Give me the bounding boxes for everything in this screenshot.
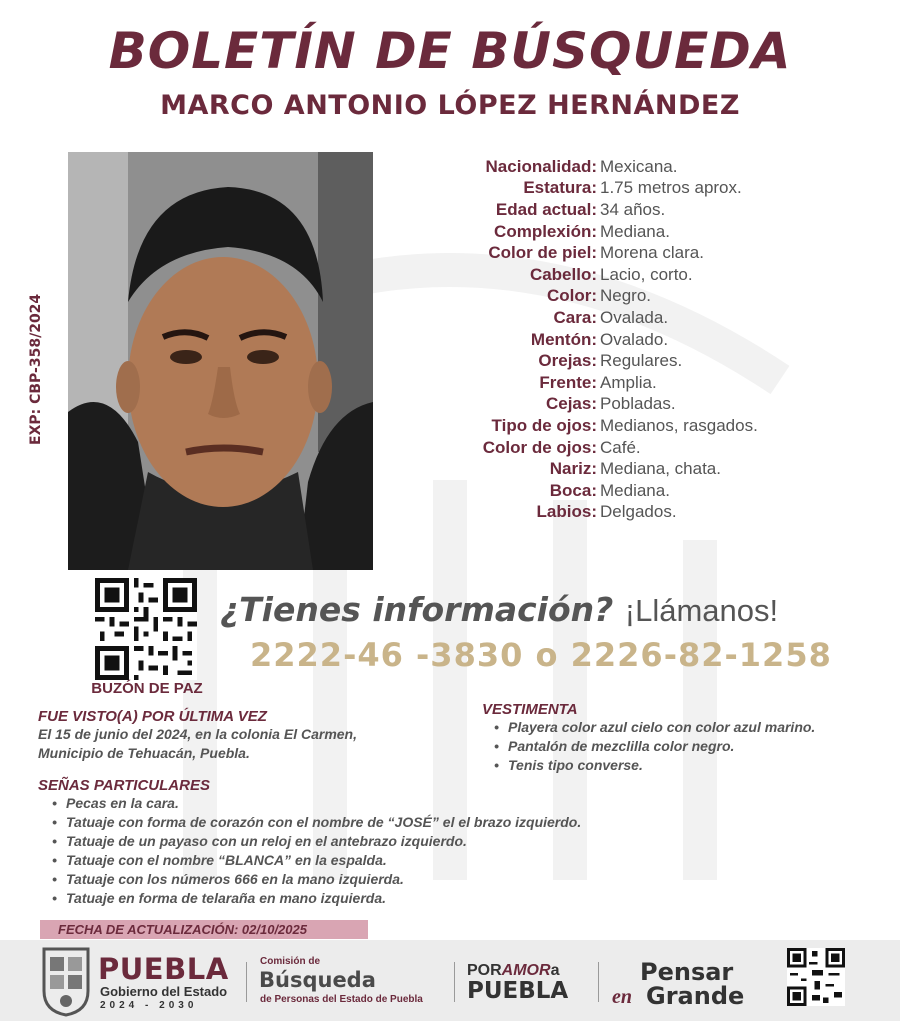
amor-text: AMOR [501, 962, 551, 979]
list-item: • Tatuaje en forma de telaraña en mano izquierda. [66, 889, 738, 908]
update-date: FECHA DE ACTUALIZACIÓN: 02/10/2025 [40, 920, 368, 939]
en-text: en [612, 986, 632, 1008]
attribute-row [440, 458, 880, 480]
puebla-slogan-text: PUEBLA [467, 978, 569, 1004]
attribute-value: Negro. [600, 286, 652, 306]
attribute-label: Estatura: [523, 178, 597, 198]
info-question [220, 590, 778, 629]
attribute-row [440, 307, 880, 329]
qr-label: BUZÓN DE PAZ [91, 680, 203, 697]
list-item: • Tenis tipo converse. [508, 756, 892, 775]
list-item: • Tatuaje de un payaso con un reloj en el antebrazo izquierdo. [66, 832, 738, 851]
attribute-value: Ovalada. [600, 307, 669, 327]
call-us-text: ¡Llámanos! [624, 593, 779, 628]
attribute-row [440, 156, 880, 178]
footer-qr-code[interactable] [787, 948, 845, 1006]
attribute-row [440, 437, 880, 459]
attribute-label: Color de piel: [488, 243, 597, 263]
puebla-logo-text: PUEBLA [98, 952, 229, 986]
attribute-row [440, 286, 880, 308]
attribute-value: Regulares. [600, 351, 683, 371]
person-photo [68, 152, 373, 570]
attribute-value: Mediana, chata. [600, 459, 721, 479]
attribute-label: Labios: [536, 502, 597, 522]
attribute-value: Amplia. [600, 372, 657, 392]
attribute-value: Mexicana. [600, 156, 678, 176]
attribute-row [440, 502, 880, 524]
personas-text: de Personas del Estado de Puebla [260, 994, 423, 1005]
attribute-row [440, 199, 880, 221]
attribute-row [440, 480, 880, 502]
attribute-label: Nacionalidad: [485, 156, 597, 176]
attribute-value: Morena clara. [600, 243, 704, 263]
attribute-label: Color: [546, 286, 597, 306]
attribute-row [440, 221, 880, 243]
attribute-label: Edad actual: [495, 199, 597, 219]
attribute-label: Boca: [549, 480, 597, 500]
gobierno-text: Gobierno del Estado [100, 984, 228, 999]
last-seen-section [38, 708, 458, 763]
attribute-row [440, 329, 880, 351]
list-item: • Pantalón de mezclilla color negro. [508, 737, 892, 756]
attribute-row [440, 178, 880, 200]
attribute-row [440, 372, 880, 394]
gobierno-years: 2024 - 2030 [100, 1000, 198, 1011]
last-seen-title: FUE VISTO(A) POR ÚLTIMA VEZ [38, 708, 267, 725]
attribute-value: Mediana. [600, 480, 670, 500]
attribute-label: Cara: [553, 307, 597, 327]
attribute-row [440, 242, 880, 264]
list-item: • Tatuaje con los números 666 en la mano izquierda. [66, 870, 738, 889]
attribute-value: 34 años. [600, 199, 666, 219]
pensar-text: Pensar [640, 958, 734, 986]
divider [246, 962, 247, 1002]
attribute-value: Mediana. [600, 221, 670, 241]
attribute-row [440, 264, 880, 286]
distinguishing-marks-section [38, 777, 738, 908]
attribute-value: Pobladas. [600, 394, 676, 414]
divider [454, 962, 455, 1002]
attribute-value: Café. [600, 437, 641, 457]
grande-text: Grande [646, 982, 745, 1010]
attribute-row [440, 415, 880, 437]
attribute-label: Mentón: [530, 329, 597, 349]
attribute-label: Orejas: [538, 351, 597, 371]
attribute-label: Cejas: [545, 394, 597, 414]
busqueda-logo-text: Búsqueda [259, 968, 376, 992]
comision-text: Comisión de [260, 956, 321, 967]
attribute-value: 1.75 metros aprox. [600, 178, 742, 198]
case-number: EXP: CBP-358/2024 [28, 293, 44, 445]
attribute-value: Lacio, corto. [600, 264, 693, 284]
por-text: POR [467, 962, 502, 979]
distinguishing-marks-list [38, 794, 738, 908]
attribute-label: Cabello: [529, 264, 597, 284]
bulletin-title: BOLETÍN DE BÚSQUEDA [108, 22, 792, 80]
qr-code[interactable] [95, 578, 197, 680]
list-item: • Playera color azul cielo con color azul marino. [508, 718, 892, 737]
attribute-label: Nariz: [549, 459, 597, 479]
physical-attributes [440, 156, 880, 523]
attribute-value: Medianos, rasgados. [600, 415, 758, 435]
distinguishing-marks-title: SEÑAS PARTICULARES [38, 777, 210, 794]
attribute-value: Ovalado. [600, 329, 669, 349]
attribute-label: Complexión: [494, 221, 597, 241]
clothing-list [482, 718, 892, 775]
clothing-section [482, 701, 892, 775]
list-item: • Tatuaje con forma de corazón con el nombre de “JOSÉ” el el brazo izquierdo. [66, 813, 738, 832]
last-seen-line-2: Municipio de Tehuacán, Puebla. [38, 745, 250, 761]
person-name: MARCO ANTONIO LÓPEZ HERNÁNDEZ [160, 90, 740, 121]
clothing-title: VESTIMENTA [482, 701, 578, 718]
list-item: • Tatuaje con el nombre “BLANCA” en la espalda. [66, 851, 738, 870]
a-text: a [550, 962, 560, 979]
attribute-value: Delgados. [600, 502, 677, 522]
footer-logos [0, 940, 900, 1021]
list-item: • Pecas en la cara. [66, 794, 738, 813]
state-coat-of-arms-icon [40, 945, 92, 1017]
attribute-label: Tipo de ojos: [491, 415, 597, 435]
phone-numbers[interactable]: 2222-46 -3830 o 2226-82-1258 [250, 636, 832, 674]
info-question-text: ¿Tienes información? [220, 590, 614, 629]
attribute-label: Frente: [539, 372, 597, 392]
attribute-label: Color de ojos: [482, 437, 597, 457]
attribute-row [440, 350, 880, 372]
divider [598, 962, 599, 1002]
last-seen-line-1: El 15 de junio del 2024, en la colonia El Carmen, [38, 726, 357, 742]
attribute-row [440, 394, 880, 416]
